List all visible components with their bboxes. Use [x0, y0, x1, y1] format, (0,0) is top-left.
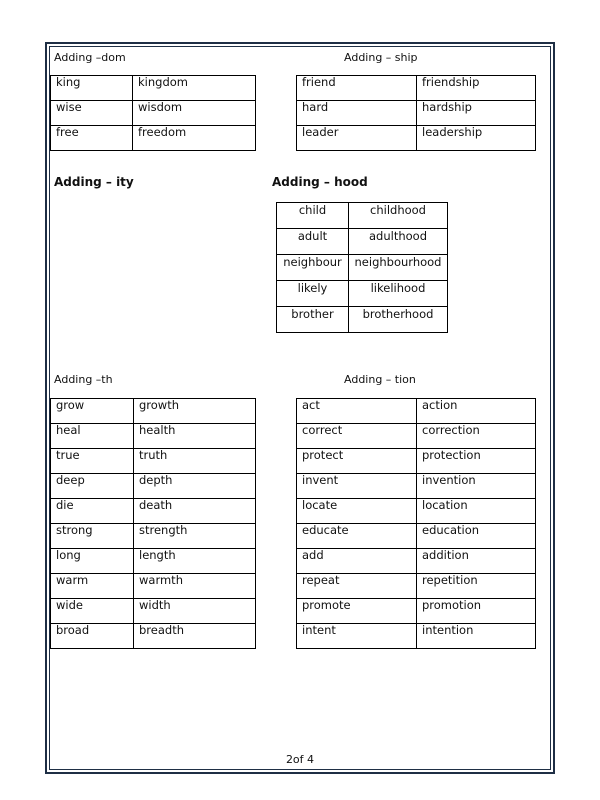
tion-base-word: protect: [297, 449, 417, 474]
th-row: [51, 624, 256, 649]
hood-row: [277, 307, 448, 333]
th-derived-word: growth: [134, 399, 256, 424]
th-derived-word: strength: [134, 524, 256, 549]
tion-base-word: add: [297, 549, 417, 574]
tion-base-word: educate: [297, 524, 417, 549]
tion-row: [297, 624, 536, 649]
tion-row: [297, 399, 536, 424]
th-base-word: die: [51, 499, 134, 524]
th-derived-word: health: [134, 424, 256, 449]
tion-derived-word: intention: [417, 624, 536, 649]
section-title-dom: Adding –dom: [54, 51, 126, 64]
tion-row: [297, 549, 536, 574]
tion-derived-word: protection: [417, 449, 536, 474]
tion-row: [297, 574, 536, 599]
hood-derived-word: neighbourhood: [349, 255, 448, 281]
hood-base-word: neighbour: [277, 255, 349, 281]
th-base-word: deep: [51, 474, 134, 499]
tion-derived-word: location: [417, 499, 536, 524]
hood-row: [277, 281, 448, 307]
dom-base-word: king: [51, 76, 133, 101]
ship-base-word: hard: [297, 101, 417, 126]
tion-derived-word: repetition: [417, 574, 536, 599]
ship-base-word: friend: [297, 76, 417, 101]
th-base-word: true: [51, 449, 134, 474]
tion-base-word: intent: [297, 624, 417, 649]
tion-derived-word: education: [417, 524, 536, 549]
hood-base-word: likely: [277, 281, 349, 307]
ship-derived-word: friendship: [417, 76, 536, 101]
th-row: [51, 399, 256, 424]
th-row: [51, 524, 256, 549]
th-base-word: wide: [51, 599, 134, 624]
ship-base-word: leader: [297, 126, 417, 151]
th-derived-word: warmth: [134, 574, 256, 599]
tion-base-word: repeat: [297, 574, 417, 599]
th-row: [51, 424, 256, 449]
table-ship: [296, 75, 536, 151]
tion-row: [297, 499, 536, 524]
th-base-word: strong: [51, 524, 134, 549]
th-derived-word: death: [134, 499, 256, 524]
section-title-th: Adding –th: [54, 373, 113, 386]
table-tion: [296, 398, 536, 649]
tion-derived-word: addition: [417, 549, 536, 574]
dom-row: [51, 101, 256, 126]
section-title-ity: Adding – ity: [54, 175, 134, 189]
tion-row: [297, 424, 536, 449]
hood-row: [277, 255, 448, 281]
th-derived-word: truth: [134, 449, 256, 474]
ship-row: [297, 76, 536, 101]
tion-base-word: invent: [297, 474, 417, 499]
tion-row: [297, 449, 536, 474]
hood-derived-word: brotherhood: [349, 307, 448, 333]
th-derived-word: width: [134, 599, 256, 624]
tion-row: [297, 599, 536, 624]
th-base-word: long: [51, 549, 134, 574]
dom-row: [51, 126, 256, 151]
hood-base-word: child: [277, 203, 349, 229]
th-base-word: broad: [51, 624, 134, 649]
tion-row: [297, 524, 536, 549]
th-row: [51, 499, 256, 524]
section-title-tion: Adding – tion: [344, 373, 416, 386]
dom-base-word: wise: [51, 101, 133, 126]
th-row: [51, 574, 256, 599]
hood-derived-word: likelihood: [349, 281, 448, 307]
th-row: [51, 449, 256, 474]
tion-derived-word: action: [417, 399, 536, 424]
tion-base-word: promote: [297, 599, 417, 624]
hood-row: [277, 229, 448, 255]
th-base-word: grow: [51, 399, 134, 424]
dom-derived-word: freedom: [133, 126, 256, 151]
th-row: [51, 599, 256, 624]
ship-row: [297, 101, 536, 126]
th-base-word: warm: [51, 574, 134, 599]
tion-base-word: act: [297, 399, 417, 424]
th-derived-word: depth: [134, 474, 256, 499]
ship-derived-word: hardship: [417, 101, 536, 126]
tion-row: [297, 474, 536, 499]
hood-base-word: brother: [277, 307, 349, 333]
section-title-hood: Adding – hood: [272, 175, 368, 189]
table-hood: [276, 202, 448, 333]
hood-derived-word: childhood: [349, 203, 448, 229]
tion-base-word: correct: [297, 424, 417, 449]
hood-derived-word: adulthood: [349, 229, 448, 255]
table-dom: [50, 75, 256, 151]
tion-derived-word: promotion: [417, 599, 536, 624]
th-derived-word: breadth: [134, 624, 256, 649]
th-base-word: heal: [51, 424, 134, 449]
tion-base-word: locate: [297, 499, 417, 524]
th-row: [51, 549, 256, 574]
tion-derived-word: invention: [417, 474, 536, 499]
hood-base-word: adult: [277, 229, 349, 255]
dom-base-word: free: [51, 126, 133, 151]
dom-derived-word: kingdom: [133, 76, 256, 101]
dom-row: [51, 76, 256, 101]
th-derived-word: length: [134, 549, 256, 574]
page-number: 2of 4: [285, 753, 315, 766]
ship-derived-word: leadership: [417, 126, 536, 151]
dom-derived-word: wisdom: [133, 101, 256, 126]
section-title-ship: Adding – ship: [344, 51, 418, 64]
tion-derived-word: correction: [417, 424, 536, 449]
th-row: [51, 474, 256, 499]
ship-row: [297, 126, 536, 151]
hood-row: [277, 203, 448, 229]
table-th: [50, 398, 256, 649]
